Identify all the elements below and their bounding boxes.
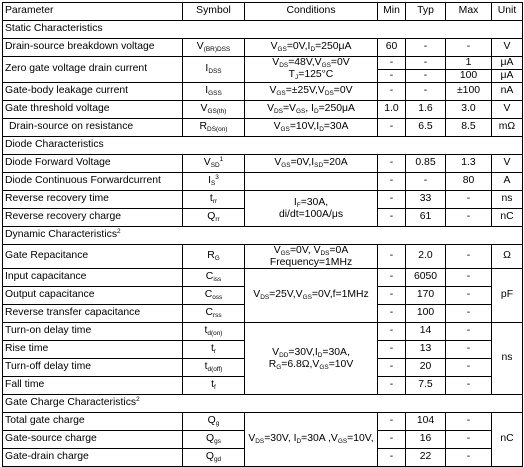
param-name: Reverse recovery charge [3,209,183,227]
symbol-cell: $V_{GS(th)}$ [183,101,245,119]
max-cell: 1 [446,57,492,70]
unit-cell: Ω [492,245,523,269]
symbol-cell: $t_r$ [183,341,245,359]
param-name: Reverse recovery time [3,191,183,209]
typ-cell: 7.5 [406,377,446,395]
symbol-cell: $t_{rr}$ [183,191,245,209]
section-row [3,227,523,245]
table-row [3,83,523,101]
max-cell: 3.0 [446,101,492,119]
table-row [3,245,523,269]
symbol-cell: $I_{GSS}$ [183,83,245,101]
max-cell: - [446,449,492,467]
symbol-cell: $I_{DSS}$ [183,57,245,83]
max-cell: - [446,377,492,395]
param-name: Gate-body leakage current [3,83,183,101]
unit-cell: V [492,39,523,57]
min-cell: - [378,173,406,191]
symbol-cell: $I_S^3$ [183,173,245,191]
typ-cell: - [406,83,446,101]
typ-cell: - [406,173,446,191]
header-typ: Typ [406,3,446,21]
table-row [3,101,523,119]
max-cell: - [446,39,492,57]
min-cell: - [378,191,406,209]
section-row [3,395,523,413]
max-cell: 1.3 [446,155,492,173]
unit-cell: nA [492,83,523,101]
table-row [3,39,523,57]
param-name: Zero gate voltage drain current [3,57,183,83]
min-cell: 1.0 [378,101,406,119]
typ-cell: 6.5 [406,119,446,137]
min-cell: - [378,449,406,467]
header-parameter: Parameter [3,3,183,21]
max-cell: - [446,359,492,377]
table-row [3,173,523,191]
typ-cell: 100 [406,305,446,323]
symbol-cell: $Q_{gd}$ [183,449,245,467]
conditions-cell: $V_{DS}=V_{GS}$, $I_D=250\mu A$ [245,101,378,119]
conditions-cell: $V_{GS}=10V,I_D=30A$ [245,119,378,137]
symbol-cell: $t_f$ [183,377,245,395]
conditions-cell: $V_{DS}=48V,V_{GS}=0V$ [245,57,378,70]
conditions-cell: $V_{DS}=25V,V_{GS}=0V,f=1MHz$ [245,269,378,323]
unit-cell: nC [492,209,523,227]
min-cell: - [378,83,406,101]
min-cell: - [378,359,406,377]
conditions-cell: $V_{GS}=0V$, $V_{DS}=0A$ Frequency=1MHz [245,245,378,269]
max-cell: - [446,209,492,227]
max-cell: - [446,269,492,287]
max-cell: - [446,341,492,359]
param-name: Drain-source on resistance [3,119,183,137]
symbol-cell: $C_{rss}$ [183,305,245,323]
typ-cell: - [406,57,446,70]
symbol-cell: $R_{DS(on)}$ [183,119,245,137]
min-cell: - [378,155,406,173]
min-cell: - [378,245,406,269]
table-row [3,269,523,287]
typ-cell: 14 [406,323,446,341]
min-cell: - [378,341,406,359]
typ-cell: 6050 [406,269,446,287]
param-name: Turn-on delay time [3,323,183,341]
symbol-cell: $V_{SD}^1$ [183,155,245,173]
symbol-cell: $C_{iss}$ [183,269,245,287]
param-name: Gate Repacitance [3,245,183,269]
table-row [3,155,523,173]
typ-cell: 61 [406,209,446,227]
max-cell: - [446,245,492,269]
min-cell: - [378,431,406,449]
min-cell: - [378,305,406,323]
conditions-cell: $I_F=30A$, di/dt=100A/μs [245,191,378,227]
unit-cell: V [492,101,523,119]
section-row [3,21,523,39]
header-min: Min [378,3,406,21]
header-symbol: Symbol [183,3,245,21]
min-cell: - [378,269,406,287]
header-row [3,3,523,21]
typ-cell: 104 [406,413,446,431]
typ-cell: 0.85 [406,155,446,173]
min-cell: - [378,70,406,83]
header-conditions: Conditions [245,3,378,21]
param-name: Output capacitance [3,287,183,305]
param-name: Turn-off delay time [3,359,183,377]
max-cell: - [446,305,492,323]
max-cell: - [446,191,492,209]
param-name: Rise time [3,341,183,359]
param-name: Total gate charge [3,413,183,431]
max-cell: 100 [446,70,492,83]
conditions-cell: $V_{DS}=30V$, $I_D=30A$ $,V_{GS}=10V$, [245,413,378,467]
max-cell: 80 [446,173,492,191]
typ-cell: 33 [406,191,446,209]
max-cell: - [446,287,492,305]
min-cell: - [378,413,406,431]
conditions-cell [245,39,378,57]
param-name: Drain-source breakdown voltage [3,39,183,57]
param-name: Gate-source charge [3,431,183,449]
section-row [3,137,523,155]
unit-cell: mΩ [492,119,523,137]
unit-cell: V [492,155,523,173]
characteristics-sheet [2,2,523,467]
unit-cell: nC [492,413,523,467]
typ-cell: 2.0 [406,245,446,269]
min-cell: - [378,323,406,341]
param-name: Reverse transfer capacitance [3,305,183,323]
min-cell: 60 [378,39,406,57]
symbol-cell: $R_G$ [183,245,245,269]
symbol-cell: $C_{oss}$ [183,287,245,305]
typ-cell: 13 [406,341,446,359]
table-row [3,323,523,341]
table-row [3,191,523,209]
min-cell: - [378,57,406,70]
conditions-cell [245,173,378,191]
section-static: Static Characteristics [3,21,523,39]
max-cell: ±100 [446,83,492,101]
typ-cell: 1.6 [406,101,446,119]
typ-cell: - [406,70,446,83]
max-cell: 8.5 [446,119,492,137]
conditions-cell: $V_{DD}=30V,I_D=30A$, $R_G=6.8\Omega,V_{GS}=10V$ [245,323,378,395]
electrical-characteristics-table [2,2,523,467]
symbol-cell: $t_{d(off)}$ [183,359,245,377]
header-unit: Unit [492,3,523,21]
min-cell: - [378,377,406,395]
section-gate-charge: Gate Charge Characteristics$^2$ [3,395,523,413]
max-cell: - [446,323,492,341]
symbol-cell: $V_{(BR)DSS}$ [183,39,245,57]
cond-text: $V_{GS}=0V,I_D=250\mu A$ [270,41,352,53]
typ-cell: 16 [406,431,446,449]
unit-cell: ns [492,323,523,395]
typ-cell: - [406,39,446,57]
symbol-cell: $Q_g$ [183,413,245,431]
header-max: Max [446,3,492,21]
section-dynamic: Dynamic Characteristics$^2$ [3,227,523,245]
symbol-cell: $t_{d(on)}$ [183,323,245,341]
table-row [3,413,523,431]
conditions-cell: $V_{GS}=0V,I_{SD}=20A$ [245,155,378,173]
unit-cell: μA [492,57,523,70]
param-name: Gate threshold voltage [3,101,183,119]
table-row [3,119,523,137]
unit-cell: μA [492,70,523,83]
param-name: Input capacitance [3,269,183,287]
unit-cell: pF [492,269,523,323]
conditions-cell: $T_J=125^\circ C$ [245,70,378,83]
table-row [3,57,523,70]
max-cell: - [446,431,492,449]
unit-cell: A [492,173,523,191]
symbol-cell: $Q_{gs}$ [183,431,245,449]
typ-cell: 170 [406,287,446,305]
conditions-cell: $V_{GS}=\pm 25V,V_{DS}=0V$ [245,83,378,101]
min-cell: - [378,287,406,305]
typ-cell: 20 [406,359,446,377]
max-cell: - [446,413,492,431]
param-name: Gate-drain charge [3,449,183,467]
symbol-cell: $Q_{rr}$ [183,209,245,227]
param-name: Diode Forward Voltage [3,155,183,173]
unit-cell: ns [492,191,523,209]
typ-cell: 22 [406,449,446,467]
min-cell: - [378,209,406,227]
param-name: Diode Continuous Forwardcurrent [3,173,183,191]
section-diode: Diode Characteristics [3,137,523,155]
param-name: Fall time [3,377,183,395]
min-cell: - [378,119,406,137]
